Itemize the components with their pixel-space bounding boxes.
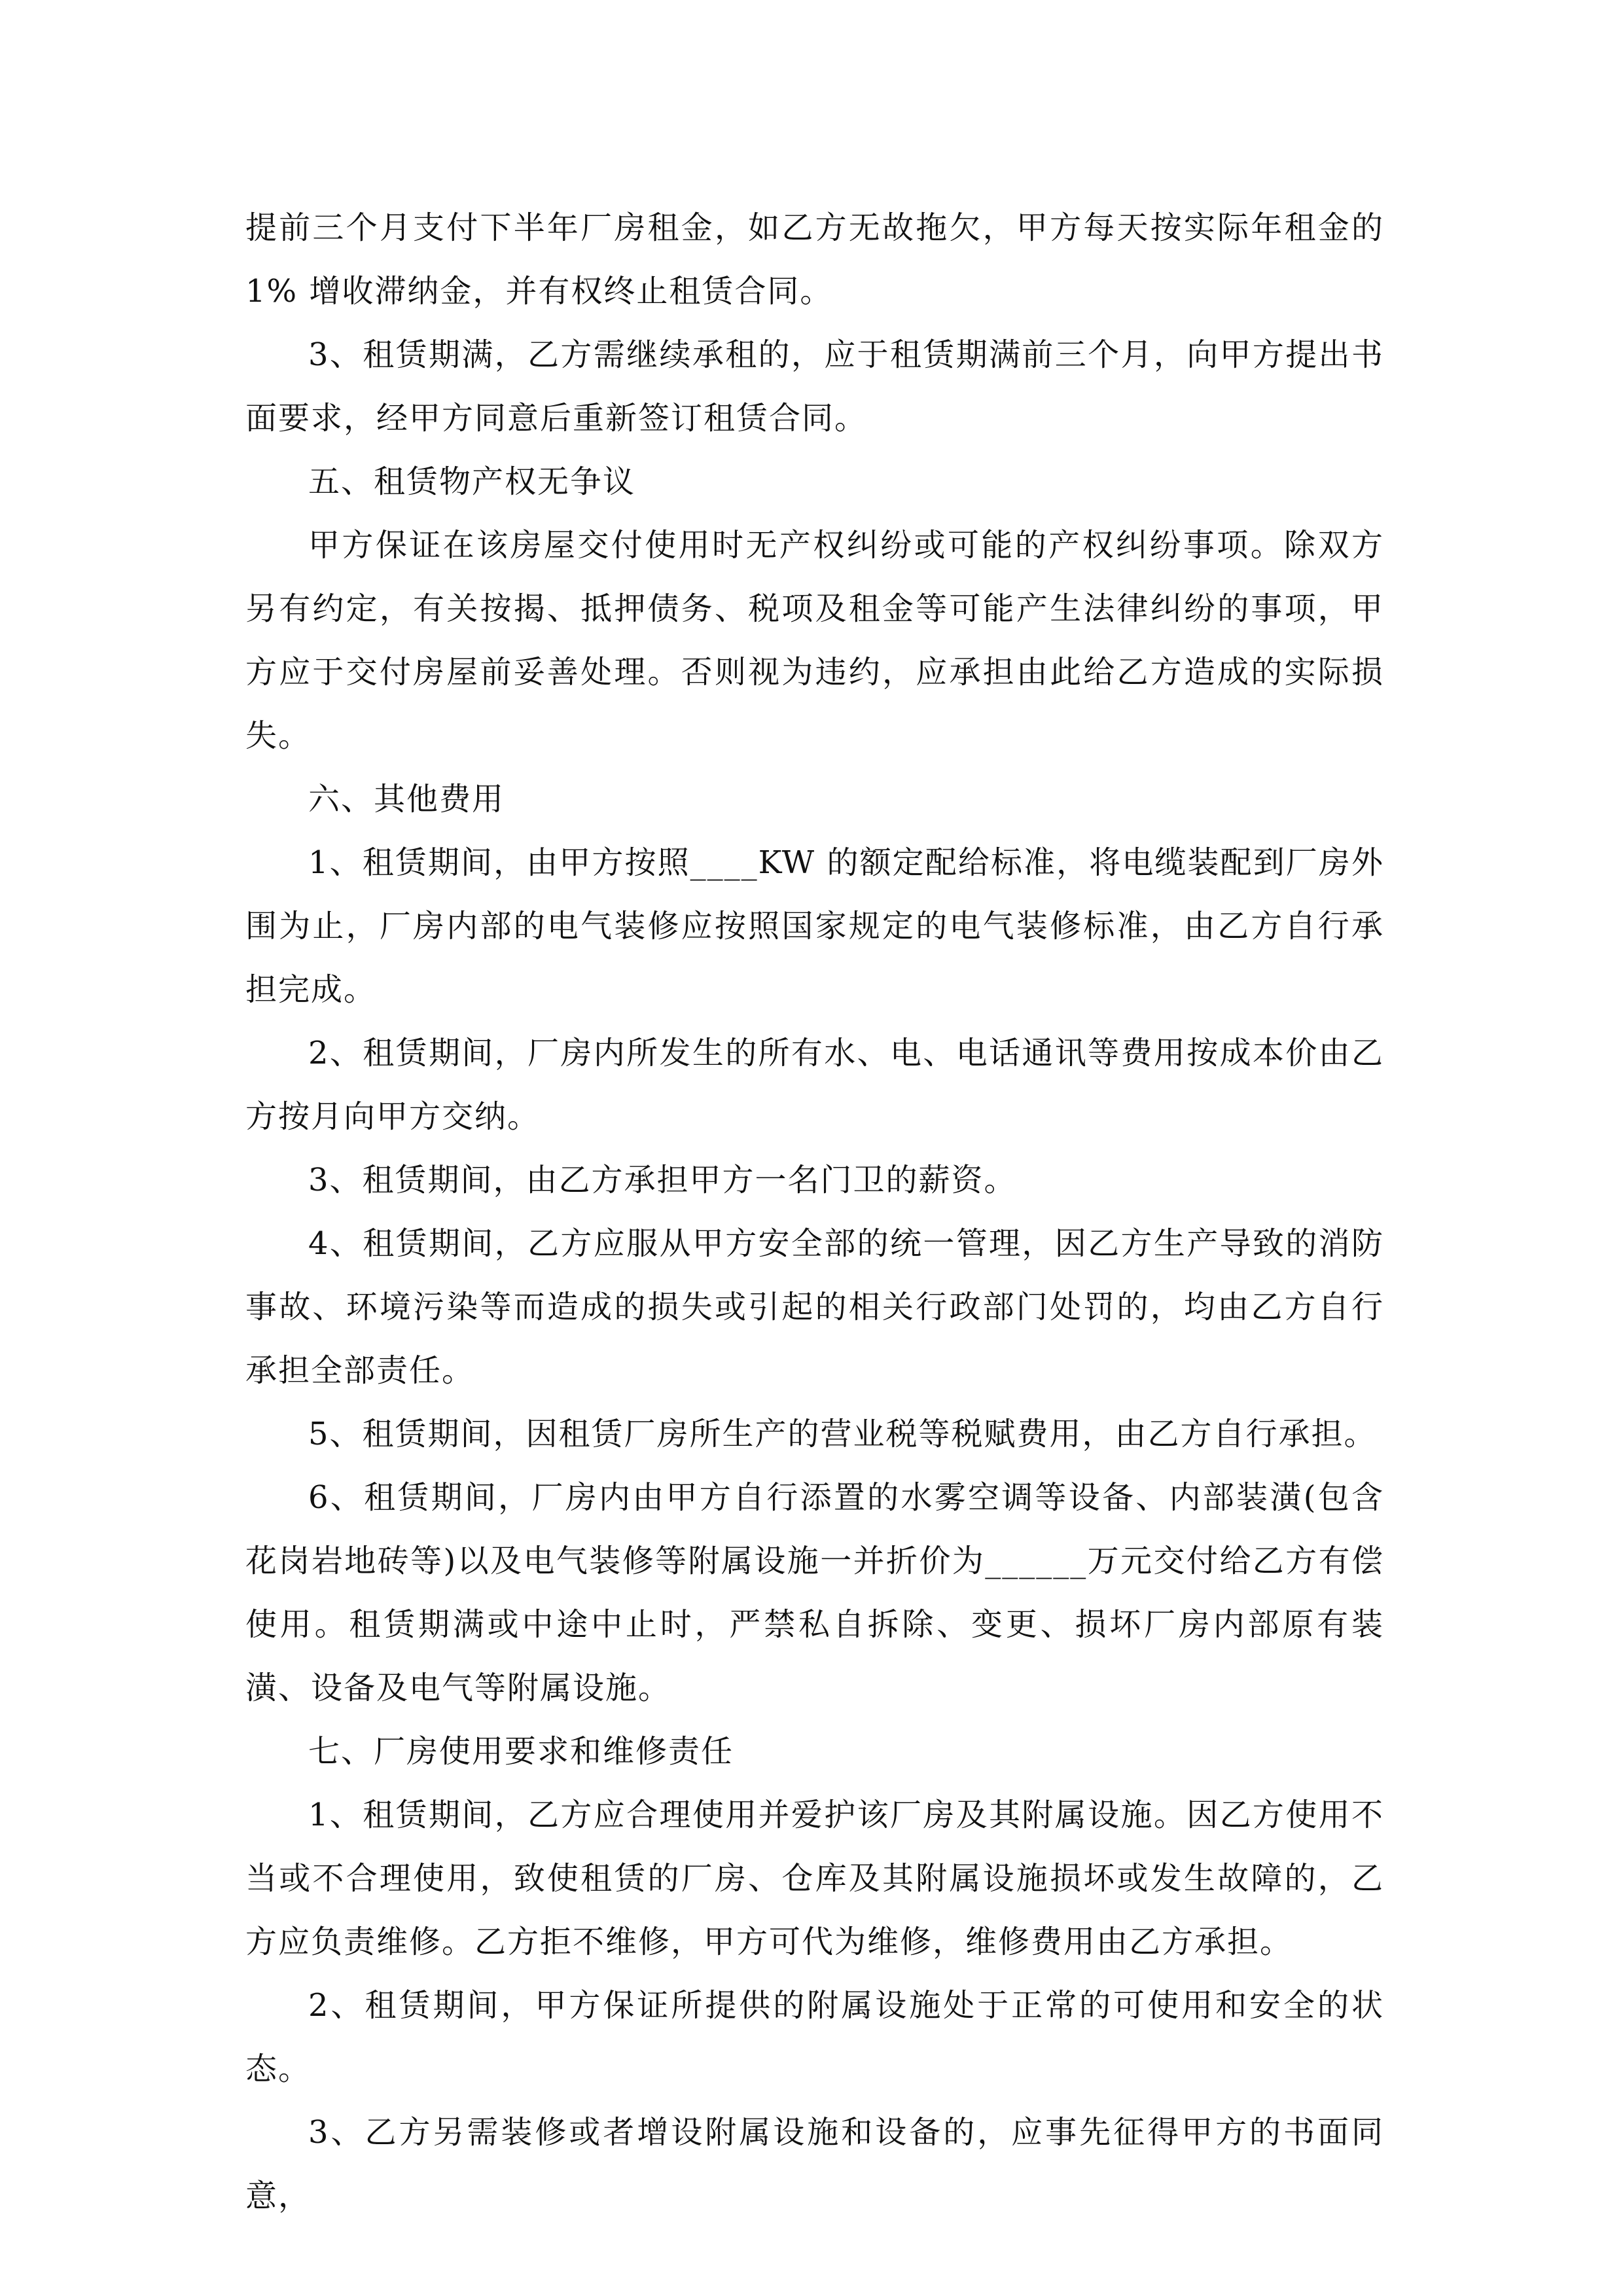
paragraph-fees-taxes: 5、租赁期间，因租赁厂房所生产的营业税等税赋费用，由乙方自行承担。 (308, 1416, 1377, 1452)
paragraph-fees-utilities: 2、租赁期间，厂房内所发生的所有水、电、电话通讯等费用按成本价由乙方按月向甲方交纳。 (245, 1035, 1384, 1135)
paragraph-maintenance-tenant: 1、租赁期间，乙方应合理使用并爱护该厂房及其附属设施。因乙方使用不当或不合理使用，致使租赁的厂房、仓库及其附属设施损坏或发生故障的，乙方应负责维修。乙方拒不维修，甲方可代为维修，维修费用由乙方承担。 (245, 1797, 1384, 1960)
paragraph-lease-renewal: 3、租赁期满，乙方需继续承租的，应于租赁期满前三个月，向甲方提出书面要求，经甲方同意后重新签订租赁合同。 (245, 336, 1384, 437)
paragraph-late-fee-continued: 提前三个月支付下半年厂房租金，如乙方无故拖欠，甲方每天按实际年租金的 1% 增收滞纳金，并有权终止租赁合同。 (245, 209, 1384, 310)
paragraph-fees-guard-salary: 3、租赁期间，由乙方承担甲方一名门卫的薪资。 (308, 1162, 1017, 1198)
paragraph-property-rights: 甲方保证在该房屋交付使用时无产权纠纷或可能的产权纠纷事项。除双方另有约定，有关按揭、抵押债务、税项及租金等可能产生法律纠纷的事项，甲方应于交付房屋前妥善处理。否则视为违约，应承担由此给乙方造成的实际损失。 (245, 527, 1384, 754)
paragraph-fees-electric: 1、租赁期间，由甲方按照____KW 的额定配给标准，将电缆装配到厂房外围为止，厂房内部的电气装修应按照国家规定的电气装修标准，由乙方自行承担完成。 (245, 844, 1384, 1008)
paragraph-maintenance-landlord: 2、租赁期间，甲方保证所提供的附属设施处于正常的可使用和安全的状态。 (245, 1987, 1384, 2087)
paragraph-fees-safety: 4、租赁期间，乙方应服从甲方安全部的统一管理，因乙方生产导致的消防事故、环境污染等而造成的损失或引起的相关行政部门处罚的，均由乙方自行承担全部责任。 (245, 1225, 1384, 1389)
section-heading-other-fees: 六、其他费用 (308, 781, 505, 817)
document-body (245, 196, 1384, 2228)
section-heading-property-rights: 五、租赁物产权无争议 (308, 463, 636, 500)
paragraph-maintenance-renovation: 3、乙方另需装修或者增设附属设施和设备的，应事先征得甲方的书面同意， (245, 2114, 1384, 2214)
paragraph-fees-facilities: 6、租赁期间，厂房内由甲方自行添置的水雾空调等设备、内部装潢(包含花岗岩地砖等)以及电气装修等附属设施一并折价为______万元交付给乙方有偿使用。租赁期满或中途中止时，严禁私自拆除、变更、损坏厂房内部原有装潢、设备及电气等附属设施。 (245, 1479, 1384, 1706)
section-heading-usage-maintenance: 七、厂房使用要求和维修责任 (308, 1733, 734, 1770)
